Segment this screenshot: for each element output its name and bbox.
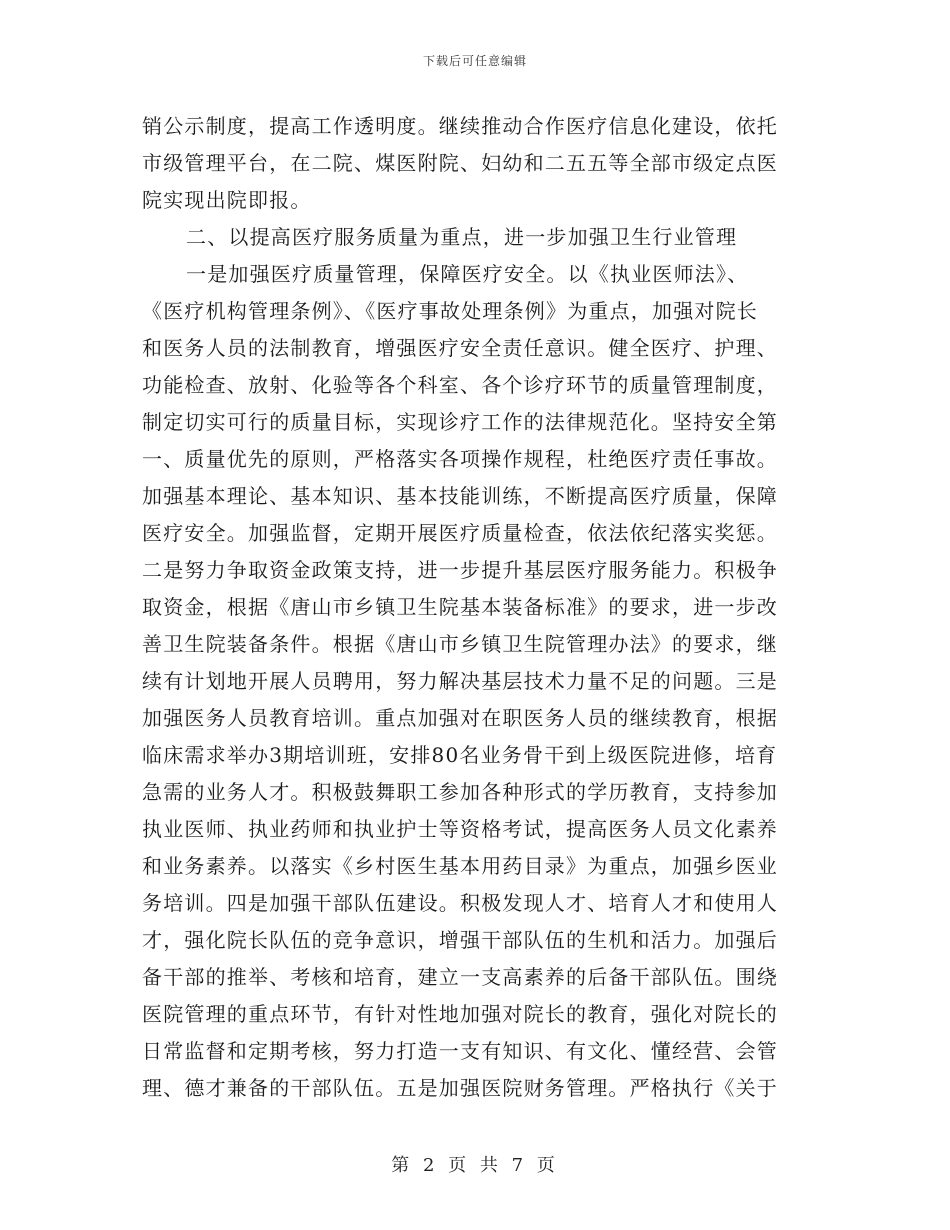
text-line: 备干部的推举、考核和培育，建立一支高素养的后备干部队伍。围绕 [142,965,778,989]
text-line: 一是加强医疗质量管理，保障医疗安全。以《执业医师法》、 [186,262,749,286]
text-line: 临床需求举办3期培训班，安排80名业务骨干到上级医院进修，培育 [142,743,778,767]
text-line: 取资金，根据《唐山市乡镇卫生院基本装备标准》的要求，进一步改 [142,595,778,619]
text-line: 加强基本理论、基本知识、基本技能训练，不断提高医疗质量，保障 [142,484,778,508]
body-text [142,108,800,1107]
text-line: 《医疗机构管理条例》、《医疗事故处理条例》为重点，加强对院长 [142,299,758,323]
page-header: 下载后可任意编辑 [422,54,527,68]
text-line: 销公示制度，提高工作透明度。继续推动合作医疗信息化建设，依托 [142,114,778,138]
text-line: 和医务人员的法制教育，增强医疗安全责任意识。健全医疗、护理、 [142,336,778,360]
text-line: 加强医务人员教育培训。重点加强对在职医务人员的继续教育，根据 [142,706,778,730]
text-line: 执业医师、执业药师和执业护士等资格考试，提高医务人员文化素养 [142,817,778,841]
page-number: 第 2 页 共 7 页 [391,1155,559,1176]
text-line: 理、德才兼备的干部队伍。五是加强医院财务管理。严格执行《关于 [142,1076,778,1100]
text-line: 医院管理的重点环节，有针对性地加强对院长的教育，强化对院长的 [142,1002,778,1026]
text-line: 二是努力争取资金政策支持，进一步提升基层医疗服务能力。积极争 [142,558,778,582]
text-line: 一、质量优先的原则，严格落实各项操作规程，杜绝医疗责任事故。 [142,447,778,471]
text-line: 日常监督和定期考核，努力打造一支有知识、有文化、懂经营、会管 [142,1039,778,1063]
text-line: 急需的业务人才。积极鼓舞职工参加各种形式的学历教育，支持参加 [142,780,778,804]
text-line: 功能检查、放射、化验等各个科室、各个诊疗环节的质量管理制度， [142,373,778,397]
section-heading: 二、以提高医疗服务质量为重点，进一步加强卫生行业管理 [186,225,738,249]
text-line: 续有计划地开展人员聘用，努力解决基层技术力量不足的问题。三是 [142,669,778,693]
text-line: 院实现出院即报。 [142,188,312,212]
text-line: 和业务素养。以落实《乡村医生基本用药目录》为重点，加强乡医业 [142,854,778,878]
text-line: 医疗安全。加强监督，定期开展医疗质量检查，依法依纪落实奖惩。 [142,521,778,545]
text-line: 才，强化院长队伍的竞争意识，增强干部队伍的生机和活力。加强后 [142,928,778,952]
text-line: 制定切实可行的质量目标，实现诊疗工作的法律规范化。坚持安全第 [142,410,778,434]
text-line: 善卫生院装备条件。根据《唐山市乡镇卫生院管理办法》的要求，继 [142,632,778,656]
text-line: 务培训。四是加强干部队伍建设。积极发现人才、培育人才和使用人 [142,891,778,915]
text-line: 市级管理平台，在二院、煤医附院、妇幼和二五五等全部市级定点医 [142,151,778,175]
